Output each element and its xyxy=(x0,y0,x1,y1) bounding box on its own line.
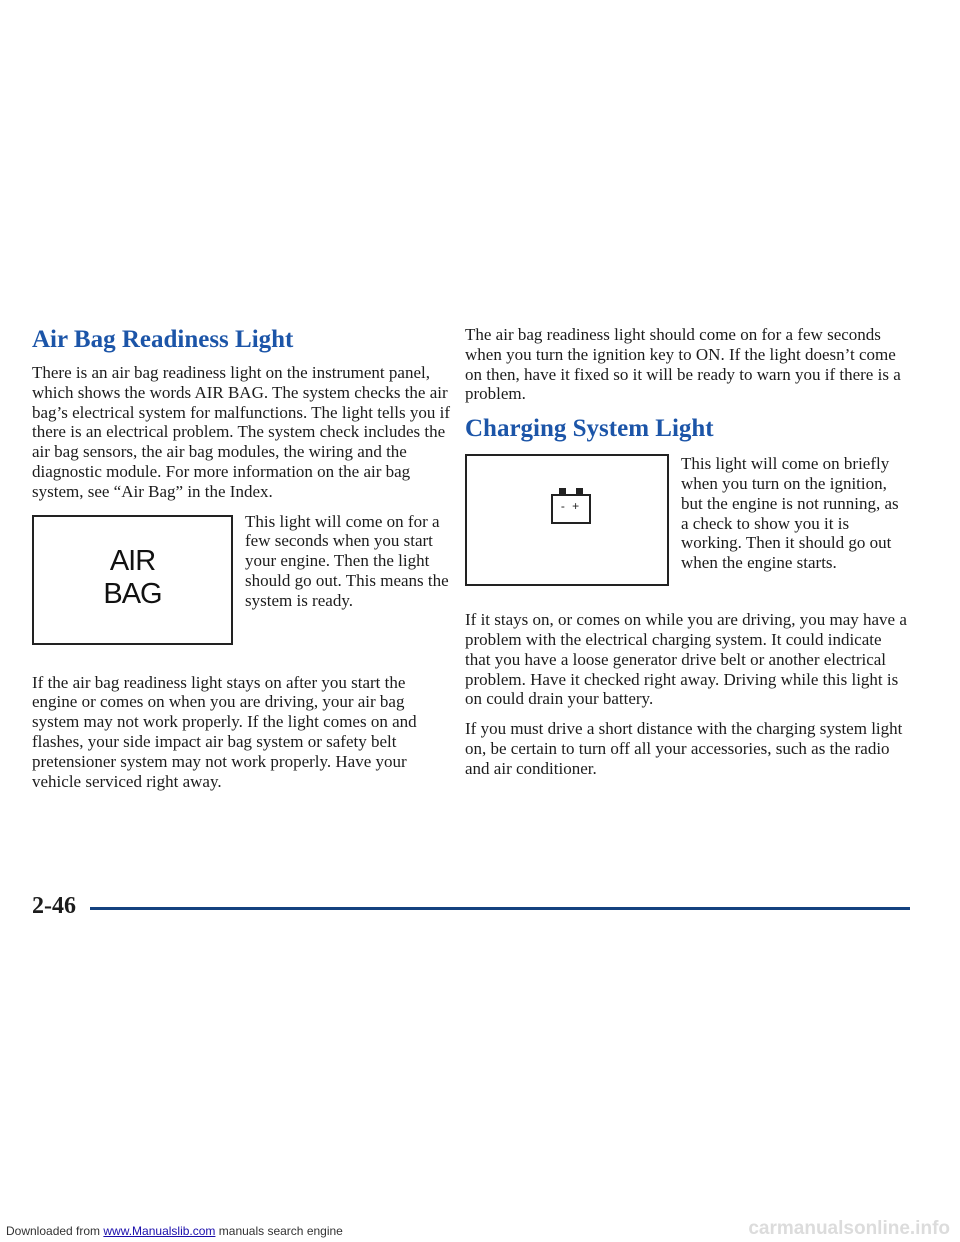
indicator-text-air: AIR xyxy=(109,544,156,577)
site-watermark: carmanualsonline.info xyxy=(748,1218,950,1239)
footer-rule xyxy=(90,907,910,910)
manualslib-link[interactable]: www.Manualslib.com xyxy=(103,1224,216,1238)
indicator-text-bag: BAG xyxy=(103,577,162,610)
section-heading-charging: Charging System Light xyxy=(465,415,714,443)
charging-body-paragraph-1: If it stays on, or comes on while you are driving, you may have a problem with the electrical charging system. It could indicate that you have a loose generator drive belt or another electrical problem. Have it checked right away. Driving while this light is on could drain your battery. xyxy=(465,610,907,709)
credit-suffix: manuals search engine xyxy=(215,1224,343,1238)
air-bag-body-paragraph: If the air bag readiness light stays on after you start the engine or comes on when you are driving, your air bag system may not work properly. If the light comes on and flashes, your side impact air bag system or safety belt pretensioner system may not work properly. Have your vehicle serviced right away. xyxy=(32,672,417,791)
air-bag-indicator-icon xyxy=(32,515,233,645)
credit-prefix: Downloaded from xyxy=(6,1224,104,1238)
page-number: 2-46 xyxy=(32,893,76,919)
charging-indicator-frame xyxy=(465,454,669,586)
left-column xyxy=(32,325,452,791)
charging-figure-row xyxy=(465,454,910,586)
page-footer xyxy=(32,893,910,919)
charging-figure-caption: This light will come on briefly when you turn on the ignition, but the engine is not running, as a check to show you it is working. Then it should go out when the engine starts. xyxy=(681,454,899,573)
right-column xyxy=(465,325,910,779)
battery-polarity-signs: - + xyxy=(560,499,582,514)
air-bag-figure-row xyxy=(32,512,452,645)
battery-icon xyxy=(551,494,591,524)
download-credit xyxy=(6,1224,343,1238)
charging-body-paragraph-2: If you must drive a short distance with the charging system light on, be certain to turn off all your accessories, such as the radio and air conditioner. xyxy=(465,719,903,778)
section-heading-air-bag: Air Bag Readiness Light xyxy=(32,326,294,353)
air-bag-continued-paragraph: The air bag readiness light should come on for a few seconds when you turn the ignition key to ON. If the light doesn’t come on then, have it fixed so it will be ready to warn you if there is a problem. xyxy=(465,325,901,404)
air-bag-intro-paragraph: There is an air bag readiness light on the instrument panel, which shows the words AIR BAG. The system checks the air bag’s electrical system for malfunctions. The light tells you if there is an electrical problem. The system check includes the air bag sensors, the air bag modules, the wiring and the diagnostic module. For more information on the air bag system, see “Air Bag” in the Index. xyxy=(32,363,450,501)
air-bag-figure-caption: This light will come on for a few seconds when you start your engine. Then the light should go out. This means the system is ready. xyxy=(245,511,449,610)
